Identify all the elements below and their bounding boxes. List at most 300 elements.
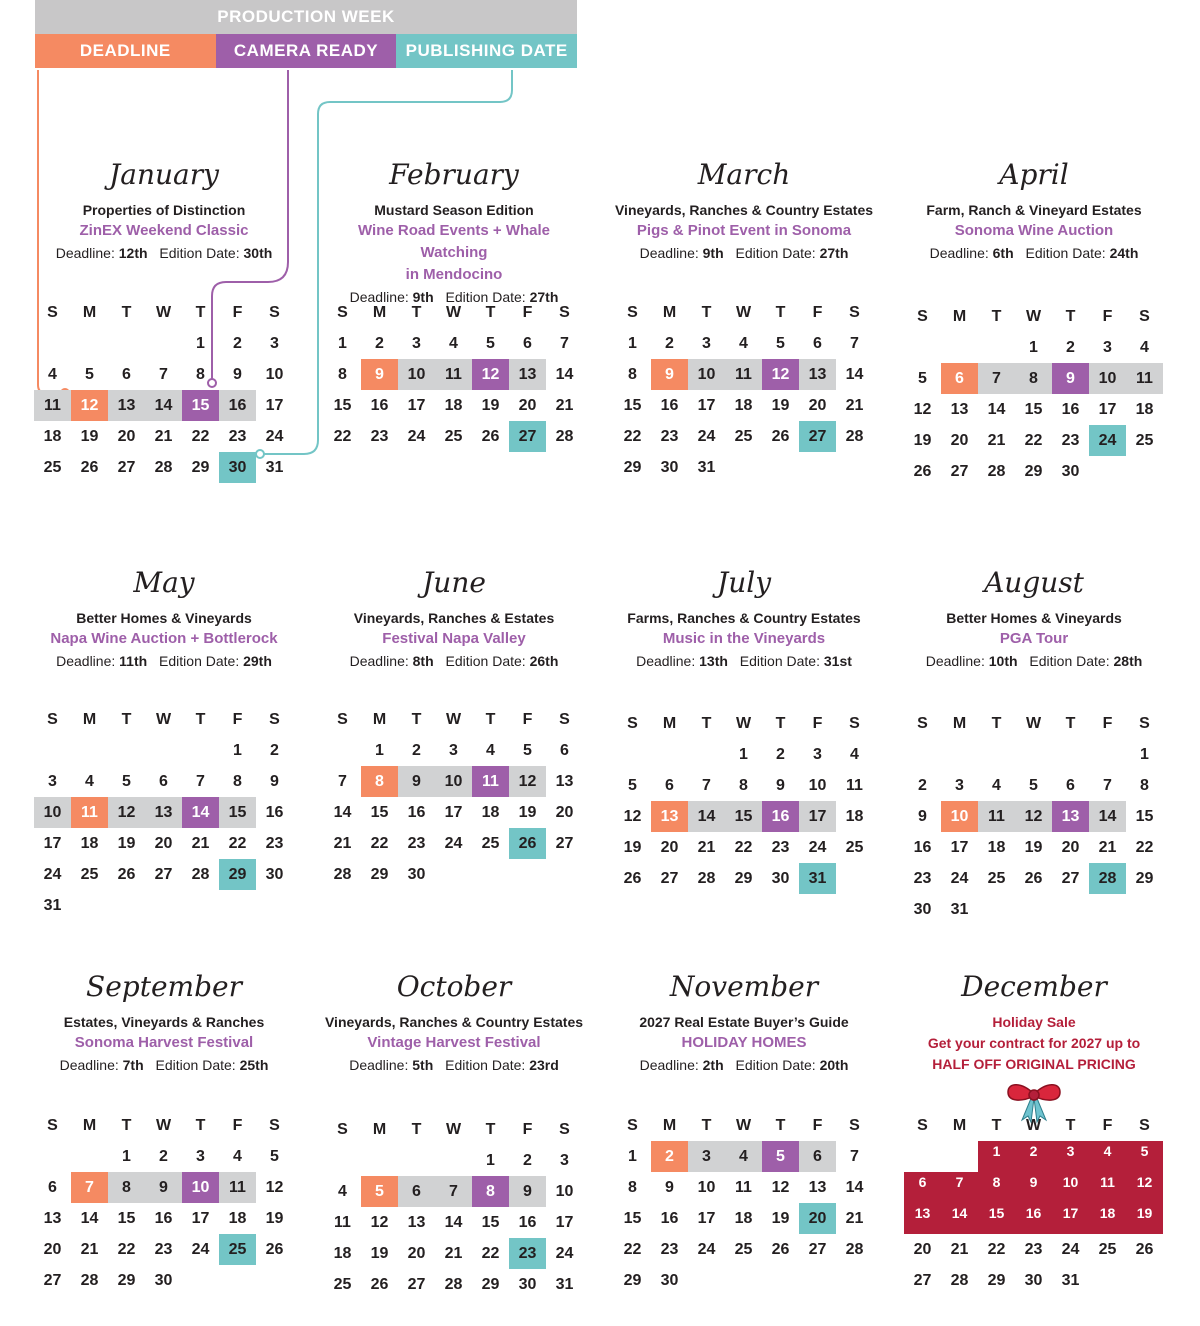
production-day[interactable]: 12 xyxy=(509,766,546,797)
day-cell[interactable]: 29 xyxy=(1024,463,1043,480)
day-cell[interactable]: 4 xyxy=(992,777,1001,794)
production-day[interactable]: 10 xyxy=(398,359,435,390)
day-cell[interactable]: 25 xyxy=(43,459,62,476)
day-cell[interactable]: 2 xyxy=(270,742,279,759)
day-cell[interactable]: 26 xyxy=(1135,1241,1154,1258)
day-cell[interactable]: 24 xyxy=(265,428,284,445)
publishing-day[interactable]: 28 xyxy=(1089,863,1126,894)
day-cell[interactable]: 6 xyxy=(48,1179,57,1196)
day-cell[interactable]: 24 xyxy=(407,428,426,445)
day-cell[interactable]: 22 xyxy=(734,839,753,856)
day-cell[interactable]: 1 xyxy=(1029,339,1038,356)
day-cell[interactable]: 31 xyxy=(1061,1272,1080,1289)
day-cell[interactable]: 24 xyxy=(555,1245,574,1262)
day-cell[interactable]: 3 xyxy=(560,1152,569,1169)
day-cell[interactable]: 30 xyxy=(660,459,679,476)
day-cell[interactable]: 29 xyxy=(117,1272,136,1289)
day-cell[interactable]: 28 xyxy=(845,428,864,445)
production-day[interactable]: 10 xyxy=(1089,363,1126,394)
day-cell[interactable]: 20 xyxy=(117,428,136,445)
camera-ready-day[interactable]: 14 xyxy=(182,797,219,828)
day-cell[interactable]: 30 xyxy=(1024,1272,1043,1289)
production-day[interactable]: 4 xyxy=(725,1141,762,1172)
day-cell[interactable]: 16 xyxy=(265,804,284,821)
holiday-sale-day[interactable]: 16 xyxy=(1015,1203,1052,1234)
day-cell[interactable]: 28 xyxy=(555,428,574,445)
day-cell[interactable]: 20 xyxy=(407,1245,426,1262)
production-day[interactable]: 12 xyxy=(108,797,145,828)
day-cell[interactable]: 25 xyxy=(481,835,500,852)
day-cell[interactable]: 6 xyxy=(523,335,532,352)
day-cell[interactable]: 23 xyxy=(1061,432,1080,449)
day-cell[interactable]: 22 xyxy=(623,428,642,445)
day-cell[interactable]: 24 xyxy=(950,870,969,887)
day-cell[interactable]: 28 xyxy=(154,459,173,476)
production-day[interactable]: 13 xyxy=(799,359,836,390)
day-cell[interactable]: 17 xyxy=(697,1210,716,1227)
day-cell[interactable]: 1 xyxy=(628,335,637,352)
day-cell[interactable]: 25 xyxy=(333,1276,352,1293)
day-cell[interactable]: 5 xyxy=(270,1148,279,1165)
camera-ready-day[interactable]: 16 xyxy=(762,801,799,832)
production-day[interactable]: 7 xyxy=(435,1176,472,1207)
production-day[interactable]: 12 xyxy=(1015,801,1052,832)
day-cell[interactable]: 1 xyxy=(486,1152,495,1169)
publishing-day[interactable]: 23 xyxy=(509,1238,546,1269)
day-cell[interactable]: 26 xyxy=(623,870,642,887)
day-cell[interactable]: 27 xyxy=(43,1272,62,1289)
day-cell[interactable]: 21 xyxy=(1098,839,1117,856)
holiday-sale-day[interactable]: 3 xyxy=(1052,1141,1089,1172)
day-cell[interactable]: 26 xyxy=(771,1241,790,1258)
day-cell[interactable]: 25 xyxy=(444,428,463,445)
day-cell[interactable]: 31 xyxy=(43,897,62,914)
day-cell[interactable]: 22 xyxy=(228,835,247,852)
day-cell[interactable]: 18 xyxy=(333,1245,352,1262)
day-cell[interactable]: 20 xyxy=(660,839,679,856)
day-cell[interactable]: 23 xyxy=(228,428,247,445)
day-cell[interactable]: 16 xyxy=(1061,401,1080,418)
day-cell[interactable]: 19 xyxy=(623,839,642,856)
day-cell[interactable]: 21 xyxy=(987,432,1006,449)
day-cell[interactable]: 14 xyxy=(845,1179,864,1196)
day-cell[interactable]: 8 xyxy=(739,777,748,794)
camera-ready-day[interactable]: 15 xyxy=(182,390,219,421)
day-cell[interactable]: 22 xyxy=(333,428,352,445)
day-cell[interactable]: 27 xyxy=(555,835,574,852)
holiday-sale-day[interactable]: 10 xyxy=(1052,1172,1089,1203)
day-cell[interactable]: 30 xyxy=(154,1272,173,1289)
day-cell[interactable]: 3 xyxy=(955,777,964,794)
day-cell[interactable]: 18 xyxy=(43,428,62,445)
production-day[interactable]: 8 xyxy=(1015,363,1052,394)
day-cell[interactable]: 22 xyxy=(481,1245,500,1262)
day-cell[interactable]: 17 xyxy=(950,839,969,856)
camera-ready-day[interactable]: 13 xyxy=(1052,801,1089,832)
deadline-day[interactable]: 8 xyxy=(361,766,398,797)
day-cell[interactable]: 8 xyxy=(233,773,242,790)
day-cell[interactable]: 18 xyxy=(228,1210,247,1227)
day-cell[interactable]: 22 xyxy=(191,428,210,445)
holiday-sale-day[interactable]: 5 xyxy=(1126,1141,1163,1172)
publishing-day[interactable]: 30 xyxy=(219,452,256,483)
day-cell[interactable]: 27 xyxy=(407,1276,426,1293)
day-cell[interactable]: 1 xyxy=(122,1148,131,1165)
day-cell[interactable]: 3 xyxy=(813,746,822,763)
day-cell[interactable]: 28 xyxy=(80,1272,99,1289)
day-cell[interactable]: 2 xyxy=(375,335,384,352)
day-cell[interactable]: 3 xyxy=(449,742,458,759)
camera-ready-day[interactable]: 5 xyxy=(762,1141,799,1172)
production-day[interactable]: 10 xyxy=(688,359,725,390)
day-cell[interactable]: 12 xyxy=(913,401,932,418)
day-cell[interactable]: 8 xyxy=(1140,777,1149,794)
day-cell[interactable]: 1 xyxy=(628,1148,637,1165)
day-cell[interactable]: 4 xyxy=(449,335,458,352)
day-cell[interactable]: 10 xyxy=(697,1179,716,1196)
day-cell[interactable]: 7 xyxy=(850,335,859,352)
day-cell[interactable]: 26 xyxy=(80,459,99,476)
day-cell[interactable]: 16 xyxy=(518,1214,537,1231)
day-cell[interactable]: 19 xyxy=(370,1245,389,1262)
day-cell[interactable]: 3 xyxy=(412,335,421,352)
day-cell[interactable]: 24 xyxy=(697,428,716,445)
day-cell[interactable]: 5 xyxy=(523,742,532,759)
day-cell[interactable]: 27 xyxy=(117,459,136,476)
holiday-sale-day[interactable]: 4 xyxy=(1089,1141,1126,1172)
day-cell[interactable]: 8 xyxy=(628,1179,637,1196)
day-cell[interactable]: 12 xyxy=(623,808,642,825)
day-cell[interactable]: 30 xyxy=(771,870,790,887)
holiday-sale-day[interactable]: 9 xyxy=(1015,1172,1052,1203)
production-day[interactable]: 7 xyxy=(978,363,1015,394)
day-cell[interactable]: 15 xyxy=(117,1210,136,1227)
day-cell[interactable]: 5 xyxy=(776,335,785,352)
deadline-day[interactable]: 12 xyxy=(71,390,108,421)
day-cell[interactable]: 19 xyxy=(117,835,136,852)
day-cell[interactable]: 10 xyxy=(265,366,284,383)
day-cell[interactable]: 15 xyxy=(333,397,352,414)
day-cell[interactable]: 8 xyxy=(338,366,347,383)
day-cell[interactable]: 21 xyxy=(845,1210,864,1227)
holiday-sale-day[interactable]: 15 xyxy=(978,1203,1015,1234)
day-cell[interactable]: 25 xyxy=(987,870,1006,887)
day-cell[interactable]: 11 xyxy=(735,1179,752,1196)
day-cell[interactable]: 20 xyxy=(1061,839,1080,856)
day-cell[interactable]: 20 xyxy=(808,397,827,414)
day-cell[interactable]: 13 xyxy=(407,1214,426,1231)
day-cell[interactable]: 30 xyxy=(265,866,284,883)
day-cell[interactable]: 17 xyxy=(444,804,463,821)
day-cell[interactable]: 27 xyxy=(808,1241,827,1258)
day-cell[interactable]: 17 xyxy=(43,835,62,852)
day-cell[interactable]: 25 xyxy=(734,1241,753,1258)
production-day[interactable]: 3 xyxy=(688,1141,725,1172)
day-cell[interactable]: 15 xyxy=(1024,401,1043,418)
camera-ready-day[interactable]: 10 xyxy=(182,1172,219,1203)
day-cell[interactable]: 2 xyxy=(159,1148,168,1165)
day-cell[interactable]: 7 xyxy=(1103,777,1112,794)
day-cell[interactable]: 14 xyxy=(987,401,1006,418)
day-cell[interactable]: 2 xyxy=(1066,339,1075,356)
day-cell[interactable]: 2 xyxy=(776,746,785,763)
day-cell[interactable]: 5 xyxy=(628,777,637,794)
day-cell[interactable]: 4 xyxy=(48,366,57,383)
day-cell[interactable]: 31 xyxy=(555,1276,574,1293)
day-cell[interactable]: 10 xyxy=(555,1183,574,1200)
day-cell[interactable]: 3 xyxy=(48,773,57,790)
deadline-day[interactable]: 9 xyxy=(361,359,398,390)
deadline-day[interactable]: 2 xyxy=(651,1141,688,1172)
day-cell[interactable]: 24 xyxy=(808,839,827,856)
day-cell[interactable]: 28 xyxy=(697,870,716,887)
day-cell[interactable]: 8 xyxy=(628,366,637,383)
day-cell[interactable]: 25 xyxy=(1135,432,1154,449)
day-cell[interactable]: 29 xyxy=(191,459,210,476)
production-day[interactable]: 11 xyxy=(219,1172,256,1203)
day-cell[interactable]: 11 xyxy=(334,1214,351,1231)
day-cell[interactable]: 26 xyxy=(771,428,790,445)
camera-ready-day[interactable]: 12 xyxy=(762,359,799,390)
holiday-sale-day[interactable]: 8 xyxy=(978,1172,1015,1203)
day-cell[interactable]: 31 xyxy=(950,901,969,918)
camera-ready-day[interactable]: 9 xyxy=(1052,363,1089,394)
day-cell[interactable]: 14 xyxy=(333,804,352,821)
holiday-sale-day[interactable]: 6 xyxy=(904,1172,941,1203)
day-cell[interactable]: 9 xyxy=(233,366,242,383)
day-cell[interactable]: 5 xyxy=(486,335,495,352)
camera-ready-day[interactable]: 8 xyxy=(472,1176,509,1207)
production-day[interactable]: 6 xyxy=(398,1176,435,1207)
day-cell[interactable]: 24 xyxy=(1061,1241,1080,1258)
production-day[interactable]: 11 xyxy=(978,801,1015,832)
day-cell[interactable]: 15 xyxy=(1135,808,1154,825)
day-cell[interactable]: 7 xyxy=(159,366,168,383)
day-cell[interactable]: 7 xyxy=(196,773,205,790)
day-cell[interactable]: 19 xyxy=(265,1210,284,1227)
production-day[interactable]: 11 xyxy=(435,359,472,390)
day-cell[interactable]: 3 xyxy=(196,1148,205,1165)
day-cell[interactable]: 5 xyxy=(918,370,927,387)
day-cell[interactable]: 6 xyxy=(159,773,168,790)
day-cell[interactable]: 31 xyxy=(697,459,716,476)
day-cell[interactable]: 26 xyxy=(265,1241,284,1258)
day-cell[interactable]: 21 xyxy=(154,428,173,445)
day-cell[interactable]: 5 xyxy=(1029,777,1038,794)
publishing-day[interactable]: 26 xyxy=(509,828,546,859)
day-cell[interactable]: 4 xyxy=(486,742,495,759)
production-day[interactable]: 11 xyxy=(725,359,762,390)
day-cell[interactable]: 1 xyxy=(196,335,205,352)
day-cell[interactable]: 23 xyxy=(771,839,790,856)
day-cell[interactable]: 20 xyxy=(555,804,574,821)
production-day[interactable]: 9 xyxy=(145,1172,182,1203)
day-cell[interactable]: 13 xyxy=(555,773,574,790)
day-cell[interactable]: 19 xyxy=(1024,839,1043,856)
day-cell[interactable]: 19 xyxy=(771,1210,790,1227)
day-cell[interactable]: 14 xyxy=(444,1214,463,1231)
production-day[interactable]: 8 xyxy=(108,1172,145,1203)
day-cell[interactable]: 21 xyxy=(80,1241,99,1258)
day-cell[interactable]: 27 xyxy=(913,1272,932,1289)
day-cell[interactable]: 20 xyxy=(518,397,537,414)
day-cell[interactable]: 22 xyxy=(370,835,389,852)
holiday-sale-day[interactable]: 7 xyxy=(941,1172,978,1203)
day-cell[interactable]: 6 xyxy=(665,777,674,794)
day-cell[interactable]: 23 xyxy=(660,1241,679,1258)
day-cell[interactable]: 18 xyxy=(444,397,463,414)
day-cell[interactable]: 16 xyxy=(407,804,426,821)
production-day[interactable]: 11 xyxy=(1126,363,1163,394)
day-cell[interactable]: 28 xyxy=(845,1241,864,1258)
day-cell[interactable]: 22 xyxy=(117,1241,136,1258)
publishing-day[interactable]: 25 xyxy=(219,1234,256,1265)
camera-ready-day[interactable]: 12 xyxy=(472,359,509,390)
day-cell[interactable]: 12 xyxy=(265,1179,284,1196)
day-cell[interactable]: 1 xyxy=(739,746,748,763)
day-cell[interactable]: 6 xyxy=(560,742,569,759)
day-cell[interactable]: 7 xyxy=(702,777,711,794)
day-cell[interactable]: 26 xyxy=(481,428,500,445)
day-cell[interactable]: 22 xyxy=(987,1241,1006,1258)
production-day[interactable]: 6 xyxy=(799,1141,836,1172)
production-day[interactable]: 10 xyxy=(34,797,71,828)
day-cell[interactable]: 18 xyxy=(481,804,500,821)
day-cell[interactable]: 29 xyxy=(623,459,642,476)
day-cell[interactable]: 1 xyxy=(1140,746,1149,763)
day-cell[interactable]: 22 xyxy=(1135,839,1154,856)
production-day[interactable]: 10 xyxy=(435,766,472,797)
deadline-day[interactable]: 7 xyxy=(71,1172,108,1203)
day-cell[interactable]: 26 xyxy=(1024,870,1043,887)
day-cell[interactable]: 16 xyxy=(913,839,932,856)
day-cell[interactable]: 30 xyxy=(660,1272,679,1289)
day-cell[interactable]: 13 xyxy=(43,1210,62,1227)
day-cell[interactable]: 28 xyxy=(987,463,1006,480)
day-cell[interactable]: 29 xyxy=(987,1272,1006,1289)
day-cell[interactable]: 9 xyxy=(270,773,279,790)
day-cell[interactable]: 31 xyxy=(265,459,284,476)
day-cell[interactable]: 2 xyxy=(665,335,674,352)
day-cell[interactable]: 2 xyxy=(233,335,242,352)
day-cell[interactable]: 13 xyxy=(950,401,969,418)
day-cell[interactable]: 28 xyxy=(333,866,352,883)
day-cell[interactable]: 21 xyxy=(950,1241,969,1258)
day-cell[interactable]: 26 xyxy=(117,866,136,883)
day-cell[interactable]: 27 xyxy=(950,463,969,480)
day-cell[interactable]: 14 xyxy=(845,366,864,383)
day-cell[interactable]: 7 xyxy=(560,335,569,352)
day-cell[interactable]: 4 xyxy=(1140,339,1149,356)
deadline-day[interactable]: 5 xyxy=(361,1176,398,1207)
day-cell[interactable]: 18 xyxy=(987,839,1006,856)
holiday-sale-day[interactable]: 19 xyxy=(1126,1203,1163,1234)
day-cell[interactable]: 15 xyxy=(623,397,642,414)
day-cell[interactable]: 14 xyxy=(80,1210,99,1227)
day-cell[interactable]: 19 xyxy=(518,804,537,821)
day-cell[interactable]: 28 xyxy=(950,1272,969,1289)
day-cell[interactable]: 23 xyxy=(913,870,932,887)
day-cell[interactable]: 9 xyxy=(918,808,927,825)
day-cell[interactable]: 17 xyxy=(555,1214,574,1231)
day-cell[interactable]: 30 xyxy=(407,866,426,883)
day-cell[interactable]: 13 xyxy=(808,1179,827,1196)
day-cell[interactable]: 29 xyxy=(370,866,389,883)
day-cell[interactable]: 9 xyxy=(665,1179,674,1196)
day-cell[interactable]: 17 xyxy=(1098,401,1117,418)
day-cell[interactable]: 4 xyxy=(850,746,859,763)
holiday-sale-day[interactable]: 13 xyxy=(904,1203,941,1234)
day-cell[interactable]: 27 xyxy=(154,866,173,883)
day-cell[interactable]: 21 xyxy=(697,839,716,856)
day-cell[interactable]: 23 xyxy=(154,1241,173,1258)
day-cell[interactable]: 15 xyxy=(623,1210,642,1227)
day-cell[interactable]: 23 xyxy=(407,835,426,852)
day-cell[interactable]: 16 xyxy=(370,397,389,414)
day-cell[interactable]: 19 xyxy=(481,397,500,414)
day-cell[interactable]: 6 xyxy=(1066,777,1075,794)
day-cell[interactable]: 18 xyxy=(1135,401,1154,418)
day-cell[interactable]: 22 xyxy=(623,1241,642,1258)
day-cell[interactable]: 16 xyxy=(660,1210,679,1227)
day-cell[interactable]: 29 xyxy=(1135,870,1154,887)
day-cell[interactable]: 23 xyxy=(1024,1241,1043,1258)
day-cell[interactable]: 23 xyxy=(265,835,284,852)
production-day[interactable]: 13 xyxy=(145,797,182,828)
production-day[interactable]: 13 xyxy=(509,359,546,390)
day-cell[interactable]: 21 xyxy=(845,397,864,414)
day-cell[interactable]: 16 xyxy=(660,397,679,414)
day-cell[interactable]: 28 xyxy=(191,866,210,883)
day-cell[interactable]: 26 xyxy=(370,1276,389,1293)
day-cell[interactable]: 5 xyxy=(122,773,131,790)
day-cell[interactable]: 23 xyxy=(660,428,679,445)
day-cell[interactable]: 18 xyxy=(845,808,864,825)
holiday-sale-day[interactable]: 12 xyxy=(1126,1172,1163,1203)
day-cell[interactable]: 27 xyxy=(1061,870,1080,887)
day-cell[interactable]: 29 xyxy=(734,870,753,887)
day-cell[interactable]: 19 xyxy=(913,432,932,449)
day-cell[interactable]: 17 xyxy=(265,397,284,414)
publishing-day[interactable]: 27 xyxy=(799,421,836,452)
day-cell[interactable]: 15 xyxy=(370,804,389,821)
day-cell[interactable]: 17 xyxy=(407,397,426,414)
day-cell[interactable]: 20 xyxy=(154,835,173,852)
day-cell[interactable]: 10 xyxy=(808,777,827,794)
day-cell[interactable]: 21 xyxy=(555,397,574,414)
day-cell[interactable]: 4 xyxy=(338,1183,347,1200)
day-cell[interactable]: 2 xyxy=(918,777,927,794)
production-day[interactable]: 15 xyxy=(725,801,762,832)
day-cell[interactable]: 25 xyxy=(734,428,753,445)
publishing-day[interactable]: 24 xyxy=(1089,425,1126,456)
day-cell[interactable]: 30 xyxy=(913,901,932,918)
day-cell[interactable]: 20 xyxy=(43,1241,62,1258)
day-cell[interactable]: 12 xyxy=(370,1214,389,1231)
day-cell[interactable]: 29 xyxy=(623,1272,642,1289)
day-cell[interactable]: 26 xyxy=(913,463,932,480)
day-cell[interactable]: 8 xyxy=(196,366,205,383)
day-cell[interactable]: 4 xyxy=(85,773,94,790)
day-cell[interactable]: 18 xyxy=(734,397,753,414)
production-day[interactable]: 9 xyxy=(509,1176,546,1207)
day-cell[interactable]: 27 xyxy=(660,870,679,887)
day-cell[interactable]: 9 xyxy=(776,777,785,794)
day-cell[interactable]: 24 xyxy=(43,866,62,883)
day-cell[interactable]: 22 xyxy=(1024,432,1043,449)
deadline-day[interactable]: 9 xyxy=(651,359,688,390)
day-cell[interactable]: 18 xyxy=(734,1210,753,1227)
